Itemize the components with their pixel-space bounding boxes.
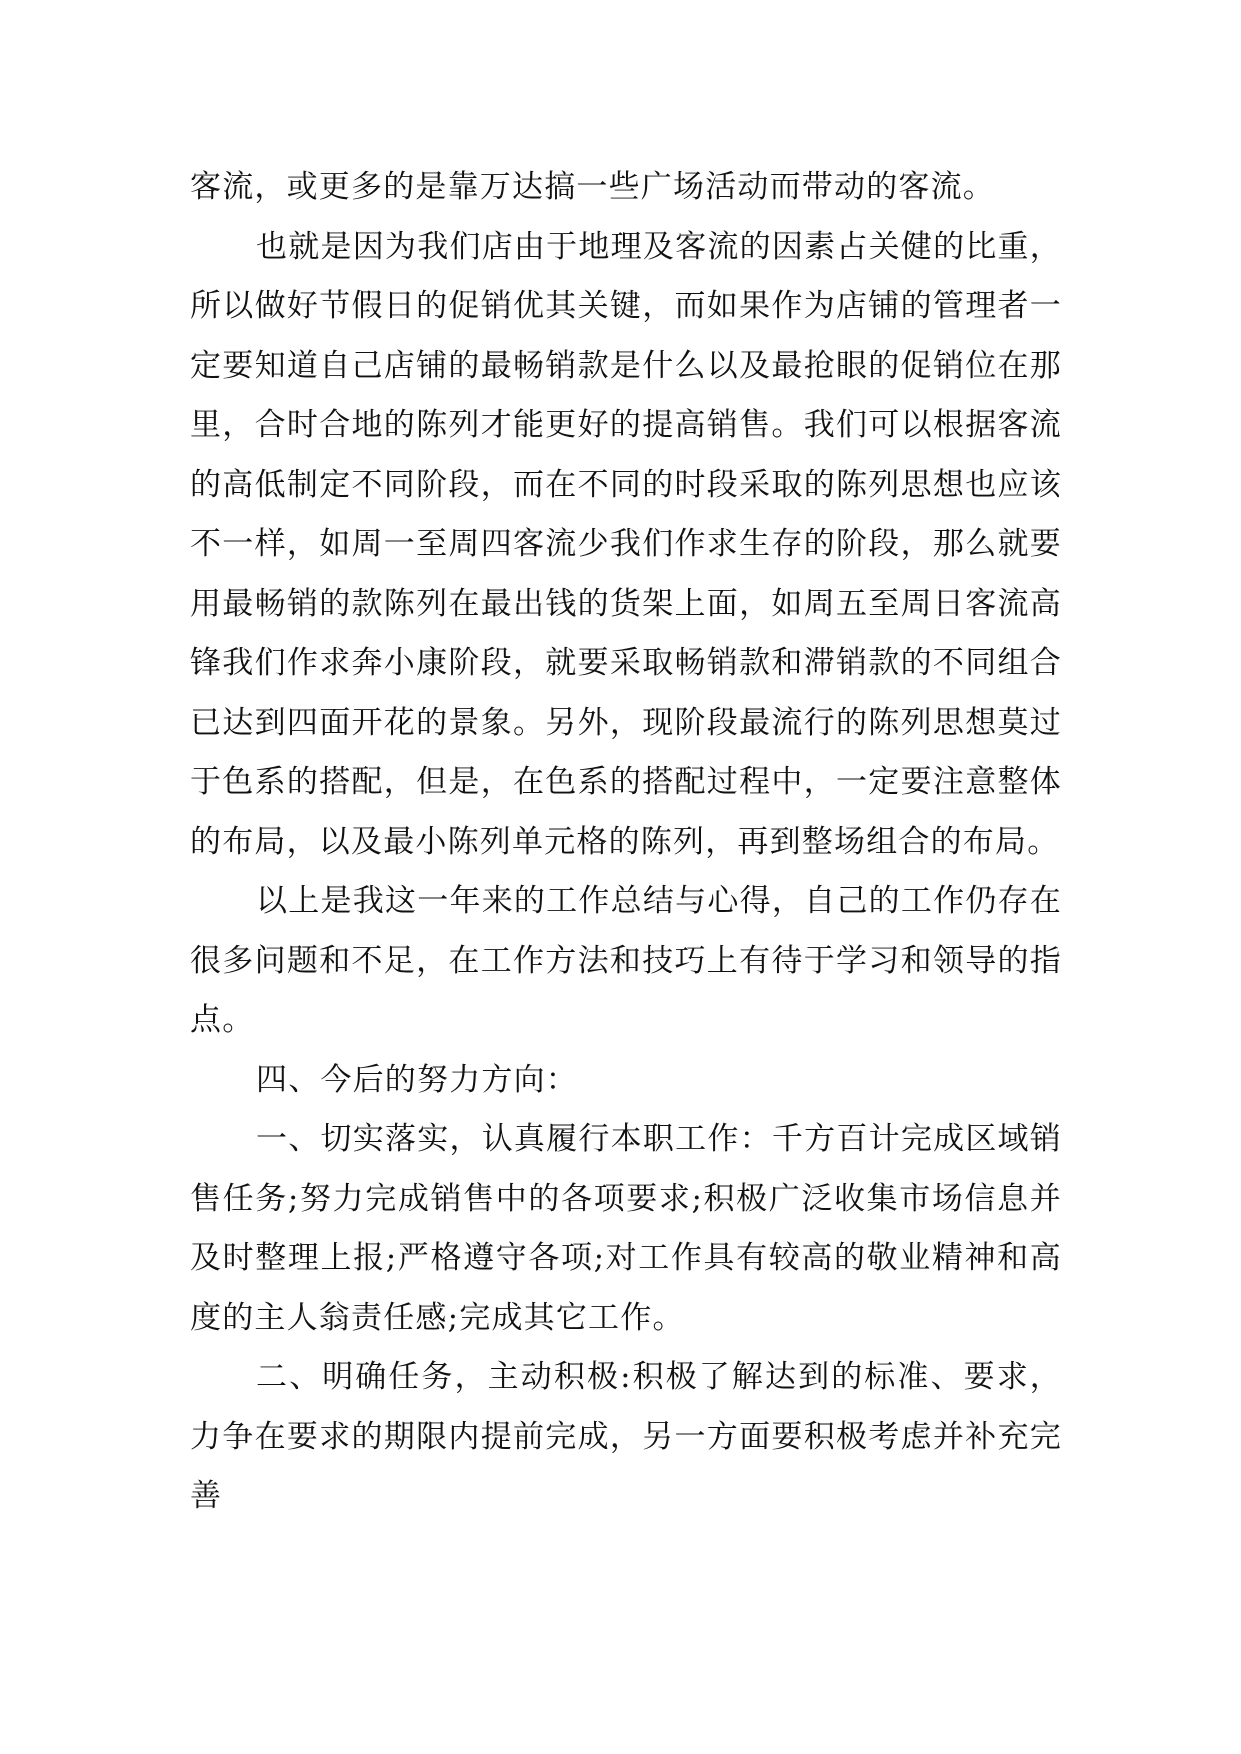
paragraph-1: 客流，或更多的是靠万达搞一些广场活动而带动的客流。 [190, 169, 995, 205]
section-heading: 四、今后的努力方向： [256, 1061, 578, 1098]
paragraph-2: 也就是因为我们店由于地理及客流的因素占关健的比重，所以做好节假日的促销优其关键，而如果作为店铺的管理者一定要知道自己店铺的最畅销款是什么以及最抢眼的促销位在那里，合时合地的陈列才能更好的提高销售。我们可以根据客流的高低制定不同阶段，而在不同的时段采取的陈列思想也应该不一样，如周一至周四客流少我们作求生存的阶段，那么就要用最畅销的款陈列在最出钱的货架上面，如周五至周日客流高锋我们作求奔小康阶段，就要采取畅销款和滞销款的不同组合已达到四面开花的景象。另外，现阶段最流行的陈列思想莫过于色系的搭配，但是，在色系的搭配过程中，一定要注意整体的布局，以及最小陈列单元格的陈列，再到整场组合的布局。 [190, 228, 1062, 860]
paragraph-5: 二、明确任务，主动积极:积极了解达到的标准、要求，力争在要求的期限内提前完成，另一方面要积极考虑并补充完善 [190, 1359, 1062, 1514]
paragraph-4: 一、切实落实，认真履行本职工作：千方百计完成区域销售任务;努力完成销售中的各项要求;积极广泛收集市场信息并及时整理上报;严格遵守各项;对工作具有较高的敬业精神和高度的主人翁责任感;完成其它工作。 [190, 1121, 1062, 1336]
paragraph-3: 以上是我这一年来的工作总结与心得，自己的工作仍存在很多问题和不足，在工作方法和技巧上有待于学习和领导的指点。 [190, 883, 1062, 1038]
body-text [190, 158, 1062, 1527]
